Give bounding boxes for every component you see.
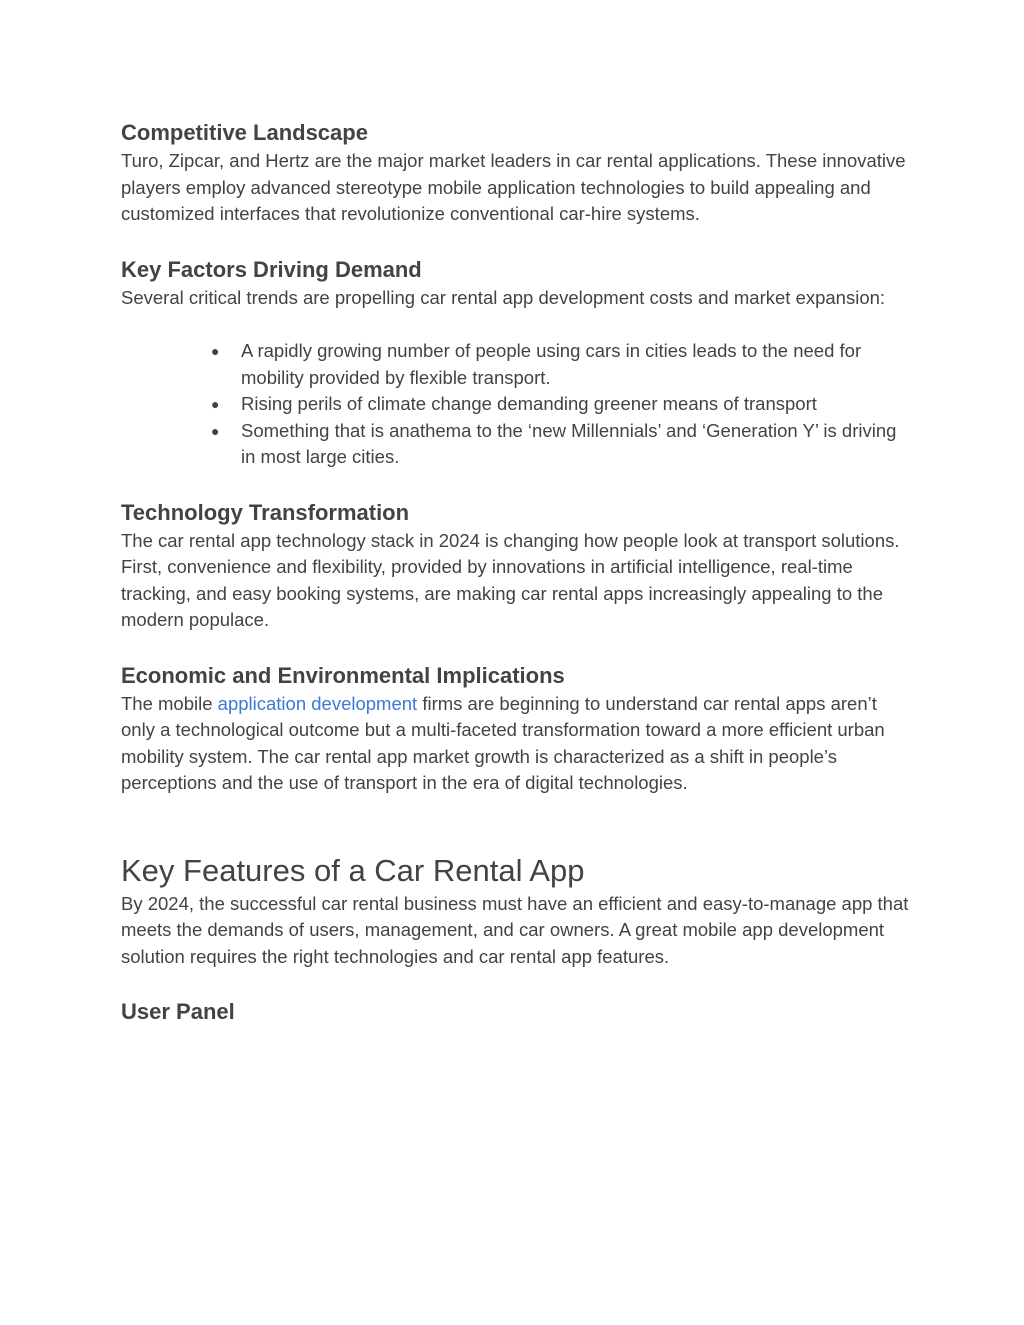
bullet-icon: ●	[211, 396, 220, 412]
section-user-panel	[121, 997, 911, 1027]
section-competitive-landscape	[121, 118, 911, 228]
bullet-icon: ●	[211, 343, 220, 359]
section-technology-transformation	[121, 498, 911, 634]
section-body	[121, 691, 911, 797]
main-heading: Key Features of a Car Rental App	[121, 852, 585, 888]
bullet-list	[121, 338, 911, 471]
application-development-link[interactable]: application development	[217, 692, 418, 714]
section-heading: Competitive Landscape	[121, 120, 368, 145]
section-body: The car rental app technology stack in 2024 is changing how people look at transport solutions. First, convenience and flexibility, provided by innovations in artificial intelligence, real-time tracking, and easy booking systems, are making car rental apps increasingly appealing to the modern populace.	[121, 529, 900, 630]
document-page	[121, 118, 911, 1054]
list-item	[211, 338, 911, 391]
spacer	[121, 311, 911, 338]
body-text-suffix: firms are beginning to understand car rental apps aren’t only a technological outcome but a multi-faceted transformation toward a more efficient urban mobility system. The car rental app market growth is characterized as a shift in people’s perceptions and the use of transport in the era of digital technologies.	[121, 692, 885, 793]
main-body: By 2024, the successful car rental business must have an efficient and easy-to-manage app that meets the demands of users, management, and car owners. A great mobile app development solution requires the right technologies and car rental app features.	[121, 892, 909, 967]
list-item-text: A rapidly growing number of people using cars in cities leads to the need for mobility provided by flexible transport.	[241, 340, 862, 388]
section-heading: Technology Transformation	[121, 499, 410, 525]
user-panel-heading: User Panel	[121, 999, 235, 1024]
section-heading: Economic and Environmental Implications	[121, 662, 565, 688]
section-key-factors	[121, 255, 911, 471]
section-body: Several critical trends are propelling car rental app development costs and market expansion:	[121, 286, 886, 308]
section-economic-environmental	[121, 661, 911, 797]
list-item-text: Something that is anathema to the ‘new Millennials’ and ‘Generation Y’ is driving in most large cities.	[241, 419, 897, 467]
section-body: Turo, Zipcar, and Hertz are the major market leaders in car rental applications. These innovative players employ advanced stereotype mobile application technologies to build appealing and customized interfaces that revolutionize conventional car-hire systems.	[121, 150, 906, 224]
list-item	[211, 391, 911, 418]
section-key-features	[121, 851, 911, 971]
list-item	[211, 418, 911, 471]
body-text-prefix: The mobile	[121, 692, 218, 714]
section-heading: Key Factors Driving Demand	[121, 256, 422, 282]
list-item-text: Rising perils of climate change demanding greener means of transport	[241, 393, 817, 414]
bullet-icon: ●	[211, 422, 220, 439]
